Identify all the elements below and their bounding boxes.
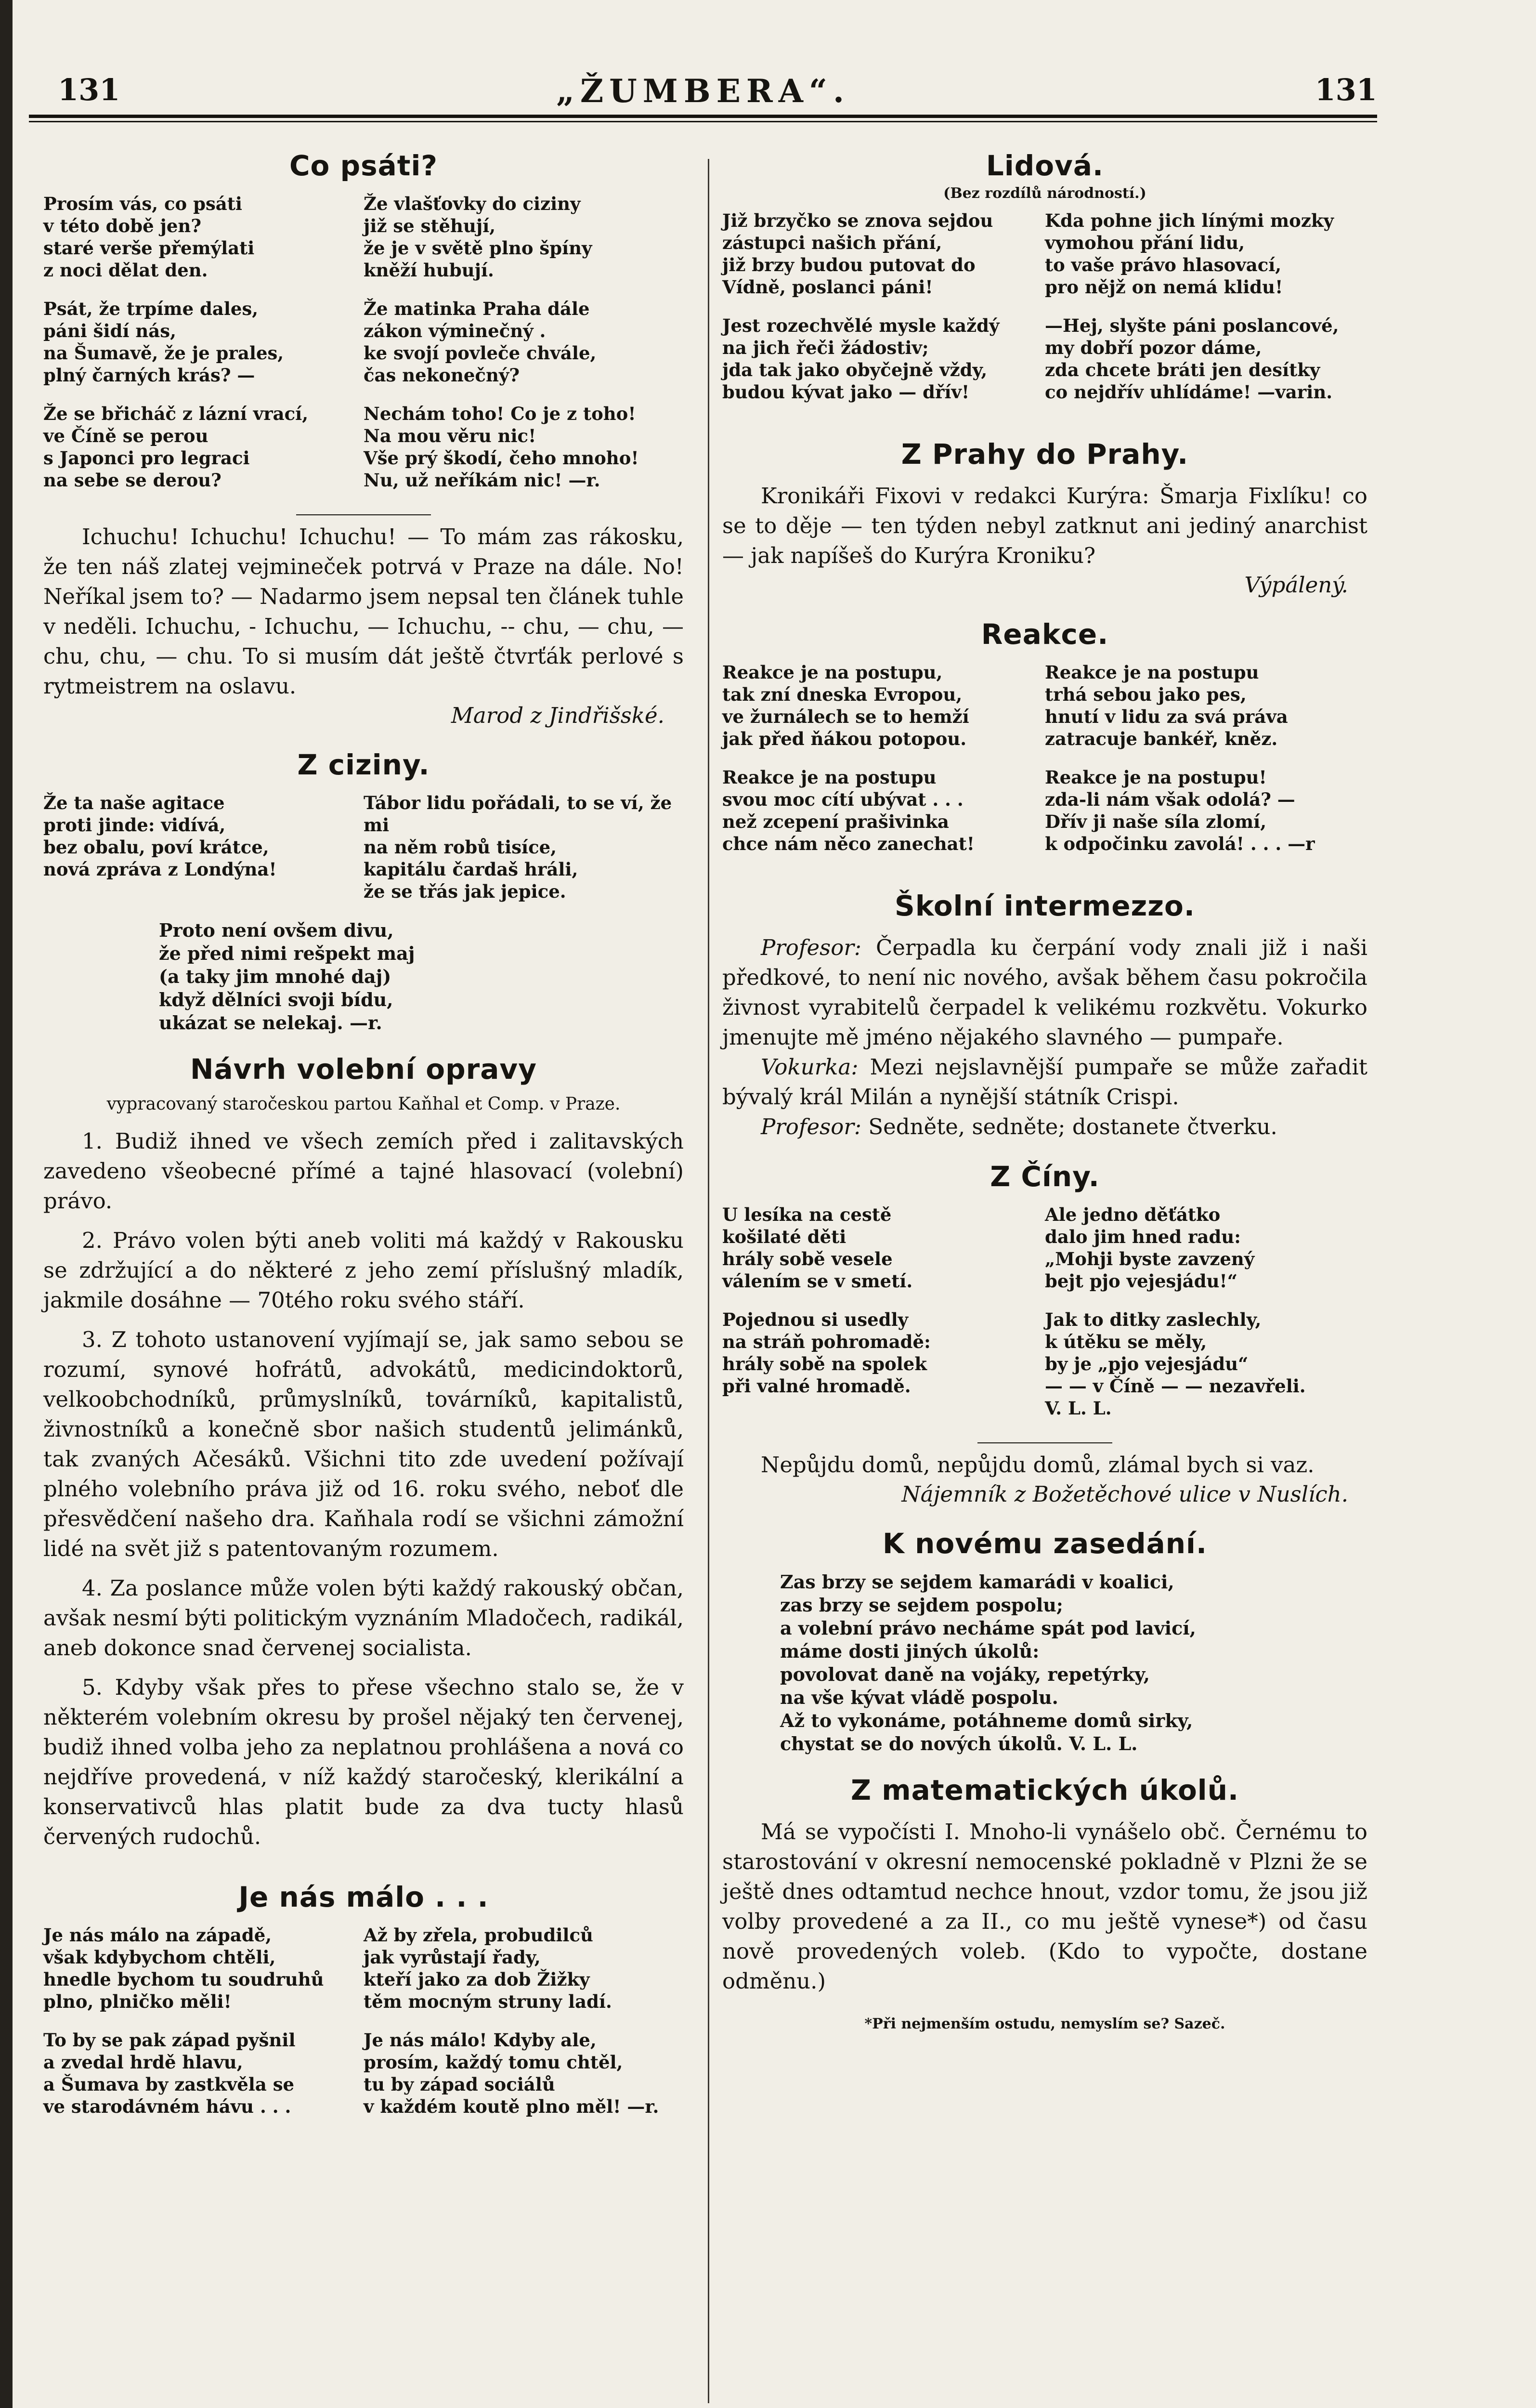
article-text: Ichuchu! Ichuchu! Ichuchu! — To mám zas rákosku, že ten náš zlatej vejmineček potrvá v Praze na dále. No! Neříkal jsem to? — Nadarmo jsem nepsal ten článek tuhle v neděli. Ichuchu, - Ichuchu, — Ichuchu, -- chu, — chu, — chu, chu, — chu. To si musím dát ještě čtvrťák perlové s rytmeistrem na oslavu. [43,524,684,699]
stanza: Až by zřela, probudilců jak vyrůstají řady, kteří jako za dob Žižky těm mocným struny ladí. [364,1924,612,2012]
article-text: Nepůjdu domů, nepůjdu domů, zlámal bych si vaz. [761,1452,1315,1478]
stanza: Zas brzy se sejdem kamarádi v koalici, zas brzy se sejdem pospolu; a volební právo necháme spát pod lavicí, máme dosti jiných úkolů: povolovat daně na vojáky, repetýrky, na vše kývat vládě pospolu. Až to vykonáme, potáhneme domů sirky, chystat se do nových úkolů. V. L. L. [780,1571,1196,1754]
signature: Marod z Jindřišské. [451,703,664,728]
divider [296,514,431,515]
section-title-reakce: Reakce. [981,618,1109,651]
section-title-k-novemu: K novému zasedání. [883,1527,1207,1560]
scan-edge [0,0,13,2408]
dialog-text: Mezi nejslavnější pumpaře se může zařadit bývalý král Milán a nynější státník Crispi. [722,1054,1367,1110]
dialog-text: Sedněte, sedněte; dostanete čtverku. [861,1114,1277,1139]
stanza: Ale jedno děťátko dalo jim hned radu: „Mohji byste zavzený bejt pjo vejesjádu!“ [1045,1204,1255,1292]
signature: Výpálený. [1244,572,1348,598]
divider [977,1442,1112,1443]
stanza: Reakce je na postupu! zda-li nám však odolá? — Dřív ji naše síla zlomí, k odpočinku zavolá! . . . —r [1045,767,1315,854]
poem-lidova [722,209,1367,419]
stanza: Je nás málo! Kdyby ale, prosím, každý tomu chtěl, tu by západ sociálů v každém koutě plno měl! —r. [364,2029,659,2117]
poem-z-ciziny [43,792,684,919]
stanza: Prosím vás, co psáti v této době jen? staré verše přemýlati z noci dělat den. [43,193,255,281]
dialog-line [722,933,1367,1052]
section-title-lidova: Lidová. [986,149,1104,182]
stanza: Reakce je na postupu trhá sebou jako pes, hnutí v lidu za svá práva zatracuje bankéř, kněz. [1045,662,1288,749]
list-item: 3. Z tohoto ustanovení vyjímají se, jak samo sebou se rozumí, synové hofrátů, advokátů, medicindoktorů, velkoobchodníků, průmyslníků, továrníků, kapitalistů, živnostníků a konečně sbor našich studentů jelimánků, tak zvaných Ačesáků. Všichni tito zde uvedení požívají plného volebního práva již od 16. roku svého, neboť dle přesvědčení našeho dra. Kaňhala rodí se všichni zámožní lidé na svět již s patentovaným rozumem. [43,1327,684,1561]
stanza: —Hej, slyšte páni poslancové, my dobří pozor dáme, zda chcete bráti jen desítky co nejdřív uhlídáme! —varin. [1045,315,1339,403]
signature: Nájemník z Božetěchové ulice v Nuslích. [901,1481,1348,1507]
section-title-co-psati: Co psáti? [289,149,438,182]
stanza: Reakce je na postupu, tak zní dneska Evropou, ve žurnálech se to hemží jak před ňákou potopou. [722,662,969,749]
section-title-skolni: Školní intermezzo. [895,890,1195,922]
section-subtitle: (Bez rozdílů národností.) [943,185,1146,202]
speaker: Vokurka: [761,1054,859,1080]
stanza: Již brzyčko se znova sejdou zástupci našich přání, již brzy budou putovat do Vídně, poslanci páni! [722,210,993,298]
dialog-line [722,1052,1367,1112]
page-header [29,72,1377,111]
section-subtitle: vypracovaný staročeskou partou Kaňhal et Comp. v Praze. [106,1094,621,1114]
article-text: Kronikáři Fixovi v redakci Kurýra: Šmarja Fixlíku! co se to děje — ten týden nebyl zatknut ani jediný anarchist — jak napíšeš do Kurýra Kroniku? [722,483,1367,568]
poem-co-psati [43,193,684,508]
stanza: Nechám toho! Co je z toho! Na mou věru nic! Vše prý škodí, čeho mnoho! Nu, už neříkám nic! —r. [364,403,639,491]
stanza: To by se pak západ pyšnil a zvedal hrdě hlavu, a Šumava by zastkvěla se ve starodávném hávu . . . [43,2029,296,2117]
list-item: 4. Za poslance může volen býti každý rakouský občan, avšak nesmí býti politickým vyznáním Mladočech, radikál, aneb dokonce snad červenej socialista. [43,1575,684,1661]
article-text: Má se vypočísti I. Mnoho-li vynášelo obč. Černému to starostování v okresní nemocenské pokladně v Plzni že se ještě dnes odtamtud nechce hnout, vzdor tomu, že jsou již volby provedené a za II., co mu ještě vynese*) od času nově provedených voleb. (Kdo to vypočte, dostane odměnu.) [722,1819,1367,1994]
right-column [722,140,1367,2032]
stanza: Pojednou si usedly na stráň pohromadě: hrály sobě na spolek při valné hromadě. [722,1309,931,1397]
left-column [43,140,684,2134]
section-title-z-matematickych: Z matematických úkolů. [850,1774,1239,1806]
header-rule-thin [29,121,1377,122]
section-title-navrh: Návrh volební opravy [190,1053,537,1086]
stanza: Je nás málo na západě, však kdybychom chtěli, hnedle bychom tu soudruhů plno, plničko měli! [43,1924,324,2012]
stanza: Kda pohne jich línými mozky vymohou přání lidu, to vaše právo hlasovací, pro nějž on nemá klidu! [1045,210,1334,298]
speaker: Profesor: [761,1114,862,1139]
list-item: 5. Kdyby však přes to přese všechno stalo se, že v některém volebním okresu by prošel nějaký ten červenej, budiž ihned volba jeho za neplatnou prohlášena a nová co nejdříve provedená, v níž každý staročeský, klerikální a konservativců hlas platit bude za dva tucty hlasů červených rudochů. [43,1675,684,1849]
stanza: Reakce je na postupu svou moc cítí ubývat . . . než zcepení prašivinka chce nám něco zanechat! [722,767,975,854]
section-title-je-nas-malo: Je nás málo . . . [238,1881,489,1913]
section-title-z-ciny: Z Číny. [990,1160,1100,1193]
column-separator [708,159,709,2403]
poem-je-nas-malo [43,1924,684,2134]
header-rule [29,115,1377,118]
stanza: Že matinka Praha dále zákon výminečný . ke svojí povleče chvále, čas nekonečný? [364,298,597,386]
dialog-text: Čerpadla ku čerpání vody znali již i naši předkové, to není nic nového, avšak během času pokročila živnost vyrabitelů čerpadel k velikému rozkvětu. Vokurko jmenujte mě jméno nějakého slavného — pumpaře. [722,935,1367,1050]
speaker: Profesor: [761,935,862,960]
stanza: Tábor lidu pořádali, to se ví, že mi na něm robů tisíce, kapitálu čardaš hráli, že se třás jak jepice. [364,792,672,902]
poem-reakce [722,661,1367,871]
poem-z-ciny [722,1204,1367,1436]
stanza: Psát, že trpíme dales, páni šidí nás, na Šumavě, že je prales, plný čarných krás? — [43,298,284,386]
stanza: U lesíka na cestě košilaté děti hrály sobě vesele válením se v smetí. [722,1204,913,1292]
list-item: 1. Budiž ihned ve všech zemích před i zalitavských zavedeno všeobecné přímé a tajné hlasovací (volební) právo. [43,1128,684,1214]
masthead-title: „ŽUMBERA“. [556,72,850,110]
stanza: Jest rozechvělé mysle každý na jich řeči žádostiv; jda tak jako obyčejně vždy, budou kývat jako — dřív! [722,315,1000,403]
stanza: Že ta naše agitace proti jinde: vidívá, bez obalu, poví krátce, nová zpráva z Londýna! [43,792,277,880]
stanza: Že vlašťovky do ciziny již se stěhují, že je v světě plno špíny kněží hubují. [364,193,592,281]
stanza: Proto není ovšem divu, že před nimi rešpekt maj (a taky jim mnohé daj) když dělníci svoji bídu, ukázat se nelekaj. —r. [159,919,415,1034]
page-number-right: 131 [1315,72,1377,107]
section-title-z-ciziny: Z ciziny. [297,748,430,781]
section-title-z-prahy: Z Prahy do Prahy. [901,438,1189,471]
stanza: Jak to ditky zaslechly, k útěku se měly, by je „pjo vejesjádu“ — — v Číně — — nezavřeli. V. L. L. [1045,1309,1306,1419]
footnote: *Při nejmenším ostudu, nemyslím se? Sazeč. [864,2015,1225,2032]
list-item: 2. Právo volen býti aneb voliti má každý v Rakousku se zdržující a do některé z jeho zemí příslušný mladík, jakmile dosáhne — 70tého roku svého stáří. [43,1228,684,1313]
stanza: Že se břicháč z lázní vrací, ve Číně se perou s Japonci pro legraci na sebe se derou? [43,403,309,491]
dialog-line [722,1112,1367,1142]
page-number-left: 131 [58,72,120,107]
